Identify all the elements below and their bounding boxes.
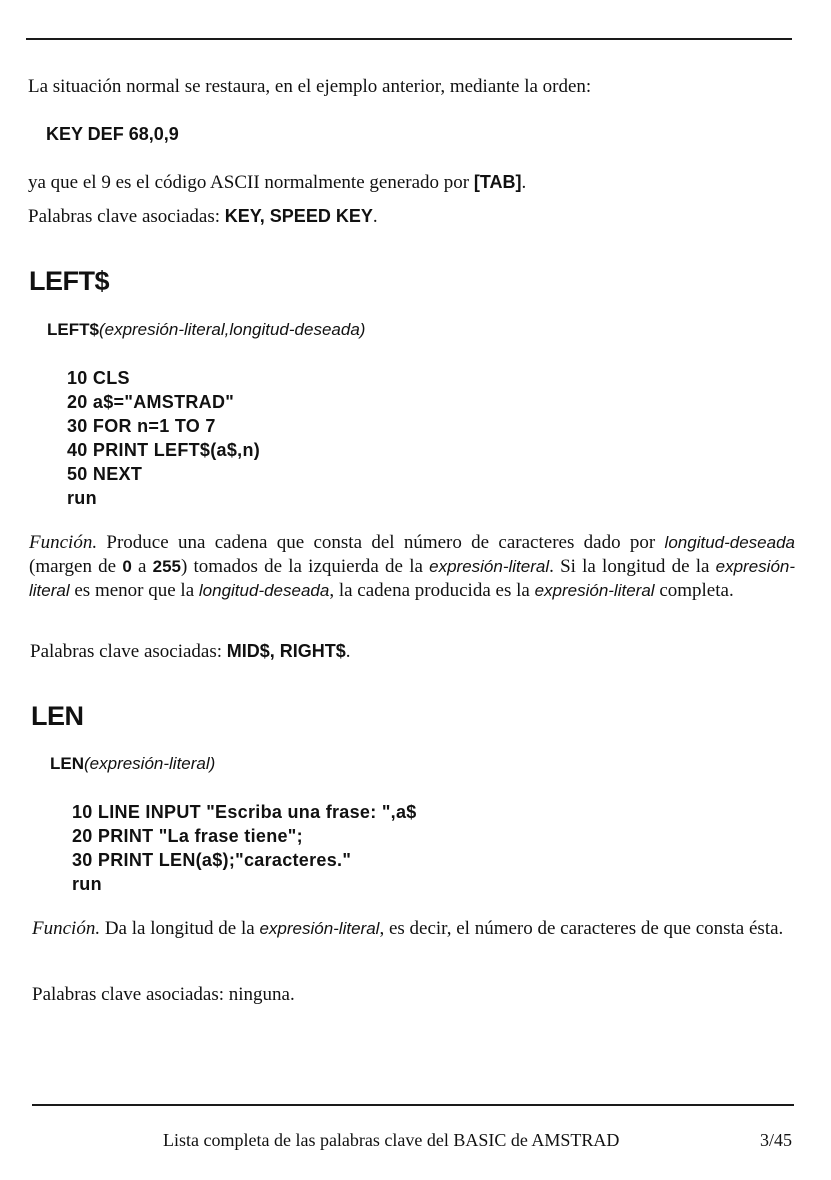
- syntax-keyword: LEFT$: [47, 320, 99, 339]
- syntax-args: (expresión-literal): [84, 754, 216, 773]
- code-line: 10 CLS: [67, 368, 130, 388]
- code-line: 50 NEXT: [67, 464, 143, 484]
- top-rule: [26, 38, 792, 40]
- syntax-len: [50, 754, 215, 774]
- keywords-label: Palabras clave asociadas:: [30, 641, 227, 662]
- code-line: 30 FOR n=1 TO 7: [67, 416, 216, 436]
- footer-title: Lista completa de las palabras clave del BASIC de AMSTRAD: [163, 1130, 620, 1150]
- page-number: 3/45: [760, 1130, 793, 1150]
- code-line: 20 PRINT "La frase tiene";: [72, 826, 303, 846]
- code-line: 10 LINE INPUT "Escriba una frase: ",a$: [72, 802, 417, 822]
- section-heading-left: LEFT$: [29, 266, 110, 296]
- code-block-left: [67, 366, 260, 510]
- intro-line: La situación normal se restaura, en el ejemplo anterior, mediante la orden:: [28, 76, 592, 97]
- section-heading-len: LEN: [31, 701, 84, 731]
- keywords-label: Palabras clave asociadas:: [28, 206, 225, 227]
- tab-key-label: [TAB]: [473, 172, 522, 192]
- code-block-len: [72, 800, 417, 896]
- function-description-len: Función. Da la longitud de la expresión-literal, es decir, el número de caracteres de que consta ésta.: [32, 918, 784, 939]
- keywords-list: MID$, RIGHT$: [226, 641, 346, 661]
- syntax-args: (expresión-literal,longitud-deseada): [98, 320, 366, 339]
- code-line: 30 PRINT LEN(a$);"caracteres.": [72, 850, 352, 870]
- keywords-left: Palabras clave asociadas: MID$, RIGHT$.: [30, 641, 351, 662]
- function-description-left: Función. Produce una cadena que consta del número de caracteres dado por longitud-deseada (margen de 0 a 255) tomados de la izquierda de la expresión-literal. Si la longitud de la expresión-literal es menor que la longitud-deseada, la cadena producida es la expresión-literal completa.: [29, 532, 796, 601]
- intro-keywords: Palabras clave asociadas: KEY, SPEED KEY.: [28, 206, 378, 227]
- code-line: 40 PRINT LEFT$(a$,n): [67, 440, 261, 460]
- keywords-len: [32, 983, 295, 1006]
- keywords-list: KEY, SPEED KEY: [224, 206, 373, 226]
- function-label: Función.: [32, 918, 101, 939]
- keywords-label: Palabras clave asociadas:: [32, 984, 229, 1005]
- function-label: Función.: [29, 532, 98, 553]
- intro-explanation-text: ya que el 9 es el código ASCII normalmente generado por: [28, 172, 474, 193]
- syntax-keyword: LEN: [50, 754, 84, 773]
- syntax-left: [47, 320, 365, 340]
- code-line: run: [67, 488, 97, 508]
- intro-explanation: ya que el 9 es el código ASCII normalmente generado por [TAB].: [28, 172, 527, 193]
- keywords-list: ninguna.: [228, 984, 295, 1005]
- intro-command: KEY DEF 68,0,9: [46, 124, 179, 144]
- code-line: 20 a$="AMSTRAD": [67, 392, 235, 412]
- bottom-rule: [32, 1104, 794, 1106]
- code-line: run: [72, 874, 102, 894]
